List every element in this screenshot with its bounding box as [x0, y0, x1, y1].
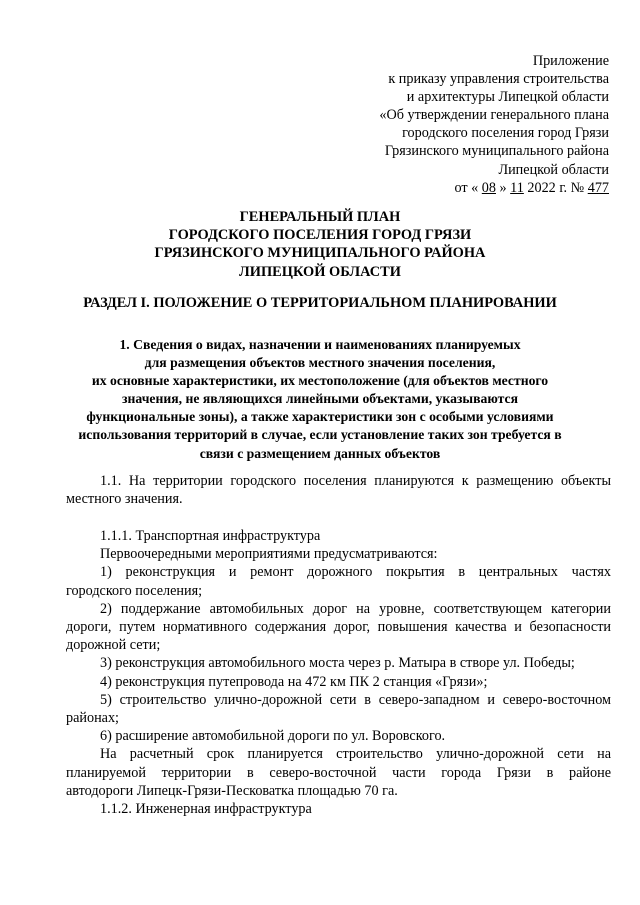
order-month: 11 [510, 179, 524, 196]
transport-item-3: 3) реконструкция автомобильного моста через р. Матыра в створе ул. Победы; [100, 655, 575, 672]
engineering-section [66, 800, 611, 818]
transport-item-2-cont: дорожной сети; [66, 637, 161, 654]
subsection-heading [38, 336, 602, 463]
title-line: ГОРОДСКОГО ПОСЕЛЕНИЯ ГОРОД ГРЯЗИ [168, 227, 472, 244]
transport-item-2-cont: дороги, путем нормативного содержания дорог, повышения качества и безопасности [66, 619, 611, 636]
appendix-line: городского поселения город Грязи [402, 125, 609, 142]
paragraph-line: 1.1. На территории городского поселения планируются к размещению объекты [100, 473, 611, 489]
transport-item-1: 1) реконструкция и ремонт дорожного покрытия в центральных частях [100, 564, 611, 581]
appendix-line: Приложение [532, 53, 609, 69]
date-separator: » [499, 179, 507, 196]
appendix-line: Липецкой области [498, 161, 609, 178]
date-year: 2022 г. № [527, 179, 585, 196]
transport-item-6: 6) расширение автомобильной дороги по ул. Воровского. [100, 728, 446, 745]
transport-item-5: 5) строительство улично-дорожной сети в северо-западном и северо-восточном [100, 691, 611, 708]
transport-item-1-cont: городского поселения; [66, 582, 203, 599]
paragraph-1-1 [66, 472, 611, 508]
calc-period-line: автодороги Липецк-Грязи-Песковатка площадью 70 га. [66, 782, 398, 799]
appendix-header [289, 52, 609, 197]
appendix-line: Грязинского муниципального района [384, 143, 609, 160]
calc-period-line: планируемой территории в северо-восточной части города Грязи в районе [66, 764, 611, 781]
date-prefix: от « [454, 179, 479, 196]
title-line: ЛИПЕЦКОЙ ОБЛАСТИ [239, 263, 401, 280]
subheading-line: их основные характеристики, их местоположение (для объектов местного [91, 373, 549, 389]
section-title: РАЗДЕЛ I. ПОЛОЖЕНИЕ О ТЕРРИТОРИАЛЬНОМ ПЛАНИРОВАНИИ [83, 295, 557, 311]
transport-intro: Первоочередными мероприятиями предусматриваются: [100, 546, 438, 563]
paragraph-line: местного значения. [66, 491, 183, 508]
appendix-line: к приказу управления строительства [388, 71, 609, 88]
calc-period-paragraph: На расчетный срок планируется строительство улично-дорожной сети на [100, 746, 611, 763]
title-line: ГЕНЕРАЛЬНЫЙ ПЛАН [239, 209, 401, 225]
transport-section [66, 527, 611, 800]
engineering-heading: 1.1.2. Инженерная инфраструктура [100, 801, 312, 817]
order-number: 477 [587, 179, 609, 196]
subheading-line: значения, не являющихся линейными объектами, указываются [122, 391, 518, 407]
order-day: 08 [481, 179, 496, 196]
transport-item-4: 4) реконструкция путепровода на 472 км ПК 2 станция «Грязи»; [100, 673, 488, 690]
title-line: ГРЯЗИНСКОГО МУНИЦИПАЛЬНОГО РАЙОНА [154, 245, 486, 262]
subheading-line: 1. Сведения о видах, назначении и наименованиях планируемых [119, 337, 521, 352]
subheading-line: связи с размещением данных объектов [199, 445, 441, 461]
document-title [30, 208, 610, 281]
transport-item-5-cont: районах; [66, 710, 120, 727]
transport-heading: 1.1.1. Транспортная инфраструктура [100, 528, 321, 544]
appendix-line: и архитектуры Липецкой области [406, 89, 609, 106]
transport-item-2: 2) поддержание автомобильных дорог на уровне, соответствующем категории [100, 600, 611, 617]
appendix-line: «Об утверждении генерального плана [379, 107, 609, 124]
subheading-line: использования территорий в случае, если установление таких зон требуется в [78, 427, 562, 443]
subheading-line: функциональные зоны), а также характеристики зон с особыми условиями [86, 409, 554, 425]
order-date-line [289, 179, 609, 197]
subheading-line: для размещения объектов местного значения поселения, [144, 355, 496, 371]
